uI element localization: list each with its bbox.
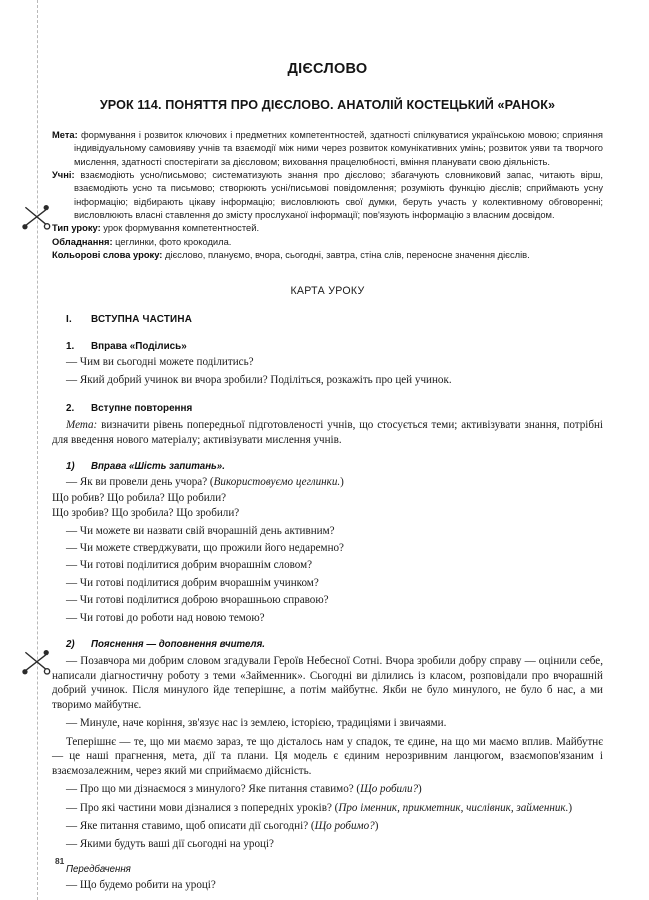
meta-goal <box>52 129 603 169</box>
section-heading-part-one <box>66 314 603 325</box>
exercise-heading-1 <box>66 341 603 352</box>
scissors-icon <box>19 645 53 679</box>
exercise-1-line-2: — Який добрий учинок ви вчора зробили? Поділіться, розкажіть про цей учинок. <box>66 373 452 386</box>
subexercise-heading-1 <box>66 461 603 472</box>
sub2-question-1-tail: ) <box>418 783 422 796</box>
subexercise-marker-2: 2) <box>66 639 75 650</box>
sub2-paragraph-1: — Позавчора ми добрим словом згадували Героїв Небесної Сотні. Вчора зробили добру справу — оцінили себе, написали діагностичну роботу з теми «Займенник». Сьогодні ви ділились із класом, розповідали про вчорашній добрий учинок. Після минулого йде теперішнє, а потім майбутнє. Якби не було минулого, не було б нас, а ми творимо майбутнє. <box>52 655 603 711</box>
meta-goal-text: формування і розвиток ключових і предметних компетентностей, здатності спілкуватися українською мовою; сприяння індивідуальному самовияву учнів та взаємодії між ними через розвиток комунікативних умінь; розвиток уяви та творчого мислення, здатності спостерігати за дієсловом; виховання працелюбності, вміння планувати свою діяльність. <box>74 130 603 167</box>
sub1-line-1-tail: ) <box>340 476 344 489</box>
exercise-marker-2: 2. <box>66 403 75 415</box>
meta-equipment-label: Обладнання: <box>52 236 113 247</box>
subexercise-label-2: Пояснення — доповнення вчителя. <box>91 639 265 650</box>
meta-color-words <box>52 249 603 262</box>
sub2-question-3-plain: — Яке питання ставимо, щоб описати дії сьогодні? ( <box>66 820 315 833</box>
meta-lesson-type-label: Тип уроку: <box>52 223 101 234</box>
meta-goal-label: Мета: <box>52 130 78 140</box>
subexercise-label-1: Вправа «Шість запитань». <box>91 461 225 473</box>
exercise-label-1: Вправа «Поділись» <box>91 341 187 353</box>
page-number: 81 <box>55 856 65 866</box>
sub2-question-1-italic: Що робили? <box>360 783 419 796</box>
sub1-line-2: Що робив? Що робила? Що робили? <box>52 491 227 504</box>
exercise-2-goal <box>52 418 603 447</box>
prediction-line: — Що будемо робити на уроці? <box>66 879 216 892</box>
section-label: ВСТУПНА ЧАСТИНА <box>91 314 193 326</box>
sub2-question-1-plain: — Про що ми дізнаємося з минулого? Яке питання ставимо? ( <box>66 783 361 796</box>
subexercise-heading-2 <box>66 639 603 650</box>
page-content <box>52 0 603 900</box>
sub2-question-4: — Якими будуть ваші дії сьогодні на уроці? <box>66 838 274 851</box>
sub1-line-3: Що зробив? Що зробила? Що зробили? <box>52 507 240 520</box>
sub1-line-8: — Чи готові поділитися доброю вчорашньою справою? <box>66 594 329 607</box>
sub1-line-4: — Чи можете ви назвати свій вчорашній день активним? <box>66 524 335 537</box>
meta-pupils <box>52 169 603 222</box>
meta-lesson-type-text: урок формування компетентностей. <box>103 223 260 234</box>
lesson-map-title: КАРТА УРОКУ <box>290 285 365 298</box>
sub1-line-7: — Чи готові поділитися добрим вчорашнім учинком? <box>66 576 319 589</box>
sub2-question-2 <box>52 801 603 816</box>
meta-pupils-label: Учні: <box>52 170 75 181</box>
sub1-line-1 <box>66 475 603 489</box>
meta-color-words-text: дієслово, плануємо, вчора, сьогодні, завтра, стіна слів, переносне значення дієслів. <box>165 250 530 261</box>
sub2-paragraph-2: — Минуле, наче коріння, зв'язує нас із землею, історією, традиціями і звичаями. <box>66 717 447 730</box>
sub2-question-2-tail: ) <box>568 801 573 814</box>
sub2-question-2-plain: — Про які частини мови дізналися з попередніх уроків? ( <box>66 801 339 814</box>
sub1-line-5: — Чи можете стверджувати, що прожили його недаремно? <box>66 541 344 554</box>
sub1-line-1-plain: — Як ви провели день учора? ( <box>66 476 214 489</box>
exercise-heading-2 <box>66 403 603 414</box>
meta-lesson-type <box>52 222 603 235</box>
section-marker: I. <box>66 314 72 326</box>
lesson-meta-block <box>52 129 603 262</box>
scissors-icon <box>19 200 53 234</box>
sub2-paragraph-3: Теперішнє — те, що ми маємо зараз, те що дісталось нам у спадок, те єдине, на що ми маємо вплив. Майбутнє — це наші прагнення, мета, дії та плани. Ця модель є єдиним нерозривним ланцюгом, взаємопов'язаним і взаємозалежним, через який ми сприймаємо дійсність. <box>52 735 603 777</box>
meta-color-words-label: Кольорові слова уроку: <box>52 250 163 261</box>
meta-pupils-text: взаємодіють усно/письмово; систематизують знання про дієслово; збагачують словниковий запас, читають вірш, взаємодіють усно та письмово; створюють усні/письмові повідомлення; розуміють функцію дієслів; сприймають усну інформацію; відбирають цікаву інформацію; висловлюють свої думки, беруть участь у колективному обговоренні; висловлюють власні ставлення до змісту прослуханої інформації; пов'язують інформацію з власним досвідом. <box>74 170 603 221</box>
exercise-marker-1: 1. <box>66 341 75 353</box>
meta-equipment-text: цеглинки, фото крокодила. <box>115 236 232 247</box>
exercise-2-goal-label: Мета: <box>66 419 98 432</box>
sub2-question-3 <box>52 819 603 834</box>
sub1-line-9: — Чи готові до роботи над новою темою? <box>66 611 265 624</box>
cut-dashed-line <box>37 0 38 900</box>
sub2-question-3-tail: ) <box>374 820 379 833</box>
sub2-question-1 <box>52 782 603 797</box>
page-title: ДІЄСЛОВО <box>287 61 368 77</box>
prediction-heading: Передбачення <box>66 864 131 876</box>
sub2-question-2-italic: Про іменник, прикметник, числівник, займенник. <box>338 801 569 814</box>
sub2-question-3-italic: Що робимо? <box>314 820 375 833</box>
meta-equipment <box>52 236 603 249</box>
exercise-label-2: Вступне повторення <box>91 403 193 415</box>
subexercise-marker-1: 1) <box>66 461 75 473</box>
lesson-title: УРОК 114. ПОНЯТТЯ ПРО ДІЄСЛОВО. АНАТОЛІЙ КОСТЕЦЬКИЙ «РАНОК» <box>99 98 556 112</box>
exercise-1-line-1: — Чим ви сьогодні можете поділитись? <box>66 356 254 369</box>
exercise-2-goal-text: визначити рівень попередньої підготовленості учнів, що стосується теми; активізувати знання, потрібні для введення нового матеріалу; активізувати мислення учнів. <box>52 419 603 446</box>
sub1-line-1-italic: Використовуємо цеглинки. <box>213 476 341 489</box>
sub1-line-6: — Чи готові поділитися добрим вчорашнім словом? <box>66 559 313 572</box>
